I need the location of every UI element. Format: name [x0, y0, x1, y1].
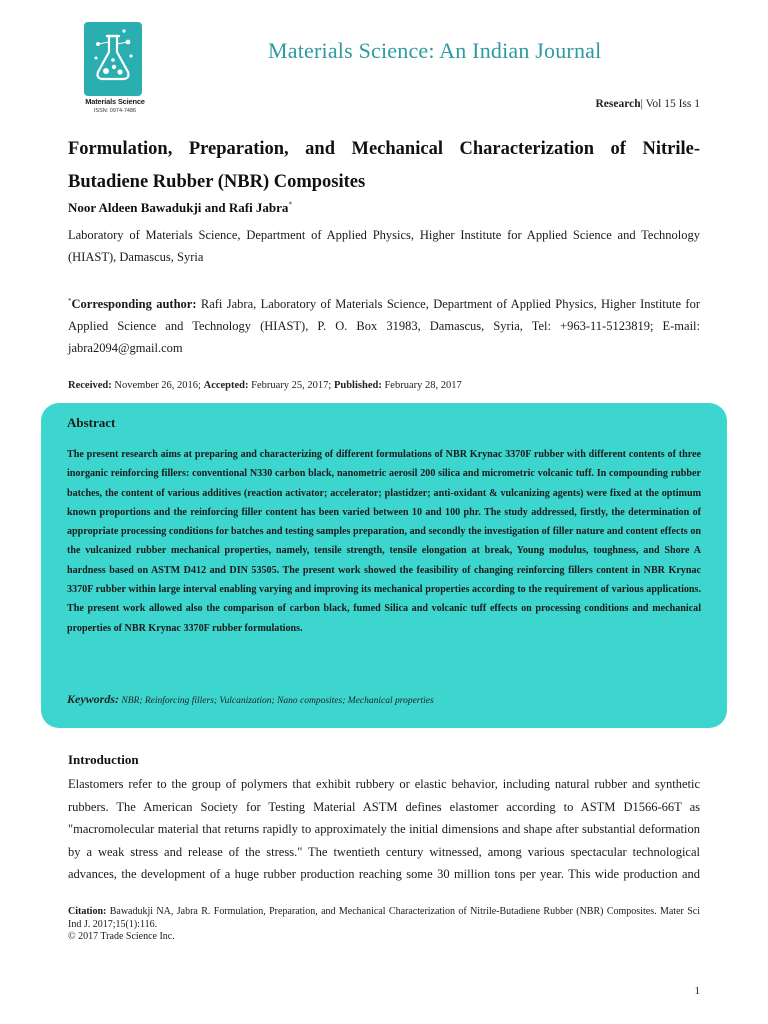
keywords [67, 692, 434, 707]
accepted-date: February 25, 2017; [248, 380, 334, 391]
accepted-label: Accepted: [203, 380, 249, 391]
citation-label: Citation: [68, 906, 107, 917]
abstract-box [41, 403, 727, 728]
volume-info: | Vol 15 Iss 1 [640, 98, 700, 110]
corresponding-text: Rafi Jabra, Laboratory of Materials Science, Department of Applied Physics, Higher Institute for Applied Science and Technology (HIAST), P. O. Box 31983, Damascus, Syria, Tel: +963-11-5123819; E-mail: jabra2094@gmail.com [68, 297, 700, 356]
corresponding-label: Corresponding author: [71, 297, 197, 312]
introduction-heading: Introduction [68, 752, 139, 767]
citation-text: Bawadukji NA, Jabra R. Formulation, Preparation, and Mechanical Characterization of Nitrile-Butadiene Rubber (NBR) Composites. Mater Sci Ind J. 2017;15(1):116. [68, 906, 700, 930]
logo-issn: ISSN: 0974-7486 [93, 108, 137, 114]
journal-title: Materials Science: An Indian Journal [268, 38, 602, 63]
affiliation: Laboratory of Materials Science, Department of Applied Physics, Higher Institute for Applied Science and Technology (HIAST), Damascus, Syria [68, 228, 700, 264]
received-date: November 26, 2016; [111, 380, 204, 391]
corresponding-mark: * [68, 297, 72, 305]
journal-logo [78, 22, 152, 122]
logo-name: Materials Science [85, 97, 145, 106]
abstract-text: The present research aims at preparing and characterizing of different formulations of NBR Krynac 3370F rubber with different contents of three inorganic reinforcing fillers: conventional N330 carbon black, nanometric aerosil 200 silica and micrometric volcanic tuff. In compounding rubber batches, the content of various additives (reaction activator; accelerator; plastidzer; anti-oxidant & vulcanizing agents) were fixed at the optimum known proportions and the reinforcing filler content has been varied between 10 and 100 phr. The study addressed, firstly, the determination of appropriate processing conditions for batches and testing samples preparation, and secondly the investigation of filler nature and content effects on the vulcanized rubber mechanical properties, namely, tensile strength, tensile elongation at break, Young modulus, toughness, and Shore A hardness based on ASTM D412 and DIN 53505. The present work showed the feasibility of changing reinforcing fillers content in NBR Krynac 3370F rubber within large interval enabling varying and improving its mechanical properties according to the requirement of various applications. The present work allowed also the comparison of carbon black, fumed Silica and volcanic tuff effects on processing conditions and mechanical properties of NBR Krynac 3370F rubber formulations. [67, 449, 701, 634]
article-dates [68, 380, 462, 391]
section-label: Research [595, 98, 641, 110]
received-label: Received: [68, 380, 112, 391]
paper-title: Formulation, Preparation, and Mechanical Characterization of Nitrile-Butadiene Rubber (NBR) Composites [68, 139, 700, 192]
authors [68, 200, 292, 216]
corresponding-author [68, 290, 700, 359]
author-mark: * [288, 200, 292, 209]
published-label: Published: [333, 380, 382, 391]
abstract-heading: Abstract [67, 415, 116, 430]
keywords-list: NBR; Reinforcing fillers; Vulcanization; Nano composites; Mechanical properties [119, 696, 434, 706]
section-tag [595, 98, 700, 110]
page-number: 1 [694, 985, 700, 997]
keywords-label: Keywords: [67, 692, 119, 706]
copyright: © 2017 Trade Science Inc. [68, 931, 175, 942]
flask-molecule-icon [84, 22, 142, 96]
author-names: Noor Aldeen Bawadukji and Rafi Jabra [68, 200, 289, 215]
published-date: February 28, 2017 [381, 380, 462, 391]
introduction-text: Elastomers refer to the group of polymers that exhibit rubbery or elastic behavior, including natural rubber and synthetic rubbers. The American Society for Testing Material ASTM defines elastomer according to ASTM D1566-66T as "macromolecular material that returns rapidly to approximately the initial dimensions and shape after substantial deformation by a weak stress and release of the stress." The twentieth century witnessed, among various spectacular technological advances, the development of a huge rubber production reaching some 30 million tons per year. This wide production and [68, 777, 700, 881]
citation [68, 906, 700, 944]
